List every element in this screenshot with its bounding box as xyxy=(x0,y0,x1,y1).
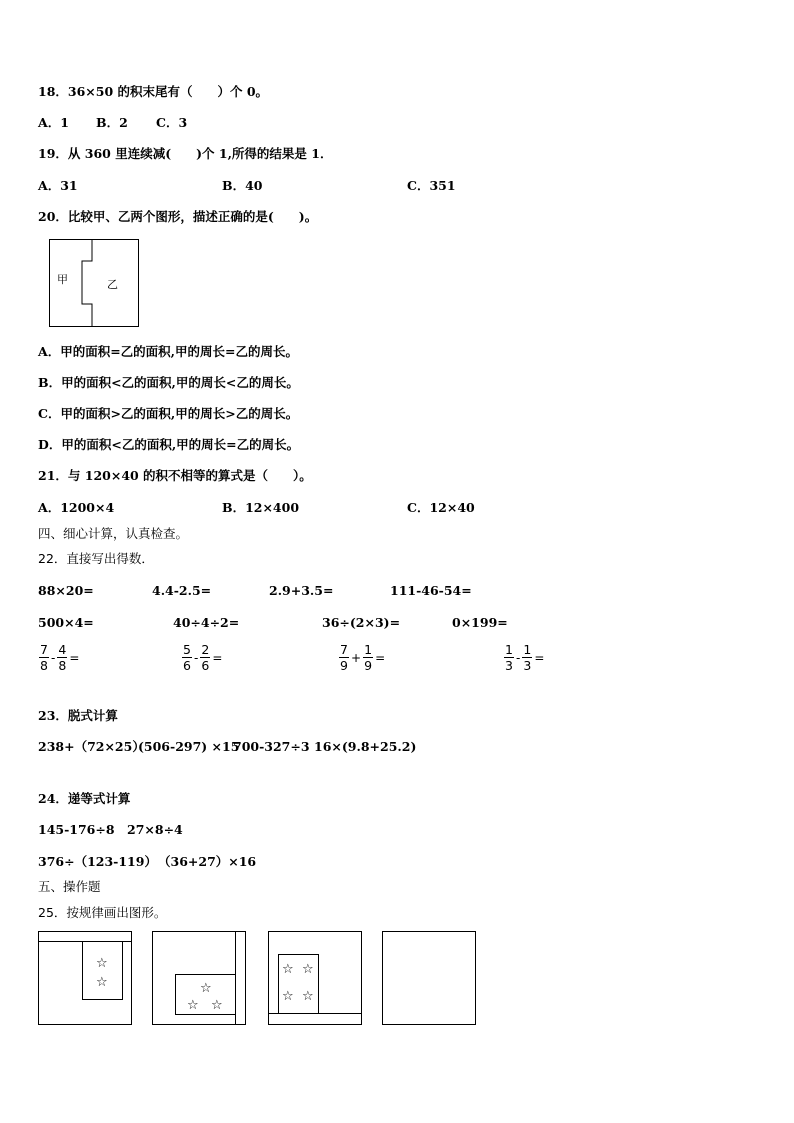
q21-option-c[interactable]: C．12×40 xyxy=(407,500,475,515)
q23-item: (506-297) ×15 xyxy=(138,739,240,754)
q20-option-b[interactable]: B．甲的面积<乙的面积,甲的周长<乙的周长。 xyxy=(38,375,299,390)
q21-stem: 21．与 120×40 的积不相等的算式是（ ）。 xyxy=(38,468,312,483)
q22-fraction-expr-4: 1 3 - 1 3 = xyxy=(505,642,545,673)
q18-option-a[interactable]: A．1 xyxy=(38,115,69,130)
star-icon: ☆ xyxy=(211,998,223,1013)
q22-item: 88×20= xyxy=(38,583,94,598)
star-icon: ☆ xyxy=(96,975,108,990)
q23-item: 16×(9.8+25.2) xyxy=(314,739,417,754)
q19-stem: 19．从 360 里连续减( )个 1,所得的结果是 1． xyxy=(38,146,333,161)
q24-item: 145-176÷8 xyxy=(38,822,115,837)
q24-stem: 24．递等式计算 xyxy=(38,791,131,806)
q18-stem: 18．36×50 的积末尾有（ ）个 0。 xyxy=(38,84,269,99)
q20-option-c[interactable]: C．甲的面积>乙的面积,甲的周长>乙的周长。 xyxy=(38,406,299,421)
q21-option-a[interactable]: A．1200×4 xyxy=(38,500,115,515)
q22-item: 0×199= xyxy=(452,615,508,630)
star-icon: ☆ xyxy=(282,989,294,1004)
q22-fraction-expr-2: 5 6 - 2 6 = xyxy=(183,642,223,673)
q23-item: 238+（72×25） xyxy=(38,739,145,754)
q19-option-a[interactable]: A．31 xyxy=(38,178,78,193)
star-icon: ☆ xyxy=(302,962,314,977)
q25-stem: 25．按规律画出图形。 xyxy=(38,905,167,920)
q22-item: 36÷(2×3)= xyxy=(322,615,401,630)
q25-pattern-box-3 xyxy=(268,931,362,1025)
q25-pattern-box-2 xyxy=(152,931,246,1025)
q22-stem: 22．直接写出得数． xyxy=(38,551,154,566)
q22-item: 500×4= xyxy=(38,615,94,630)
q19-option-c[interactable]: C．351 xyxy=(407,178,456,193)
q23-stem: 23．脱式计算 xyxy=(38,708,118,723)
q22-item: 2.9+3.5= xyxy=(269,583,334,598)
q22-fraction-expr-1: 7 8 - 4 8 = xyxy=(40,642,80,673)
q18-option-c[interactable]: C．3 xyxy=(156,115,188,130)
q20-label-left: 甲 xyxy=(57,273,68,286)
star-icon: ☆ xyxy=(282,962,294,977)
section-4-heading: 四、细心计算，认真检查。 xyxy=(38,526,189,541)
section-5-heading: 五、操作题 xyxy=(38,879,101,894)
q20-option-a[interactable]: A．甲的面积=乙的面积,甲的周长=乙的周长。 xyxy=(38,344,298,359)
q19-option-b[interactable]: B．40 xyxy=(222,178,263,193)
star-icon: ☆ xyxy=(187,998,199,1013)
q21-option-b[interactable]: B．12×400 xyxy=(222,500,300,515)
q22-item: 4.4-2.5= xyxy=(152,583,212,598)
q24-item: 376÷（123-119） xyxy=(38,854,157,869)
q24-item: 27×8÷4 xyxy=(127,822,183,837)
q20-label-right: 乙 xyxy=(107,278,118,291)
q24-item: （36+27）×16 xyxy=(158,854,257,869)
q22-item: 40÷4÷2= xyxy=(173,615,240,630)
q20-option-d[interactable]: D．甲的面积<乙的面积,甲的周长=乙的周长。 xyxy=(38,437,300,452)
q23-item: 700-327÷3 xyxy=(233,739,310,754)
q25-answer-box[interactable] xyxy=(382,931,476,1025)
q20-stem: 20．比较甲、乙两个图形，描述正确的是( )。 xyxy=(38,209,318,224)
star-icon: ☆ xyxy=(96,956,108,971)
q22-fraction-expr-3: 7 9 + 1 9 = xyxy=(340,642,386,673)
q25-pattern-box-1 xyxy=(38,931,132,1025)
star-icon: ☆ xyxy=(200,981,212,996)
star-icon: ☆ xyxy=(302,989,314,1004)
q18-option-b[interactable]: B．2 xyxy=(96,115,128,130)
q22-item: 111-46-54= xyxy=(390,583,472,598)
